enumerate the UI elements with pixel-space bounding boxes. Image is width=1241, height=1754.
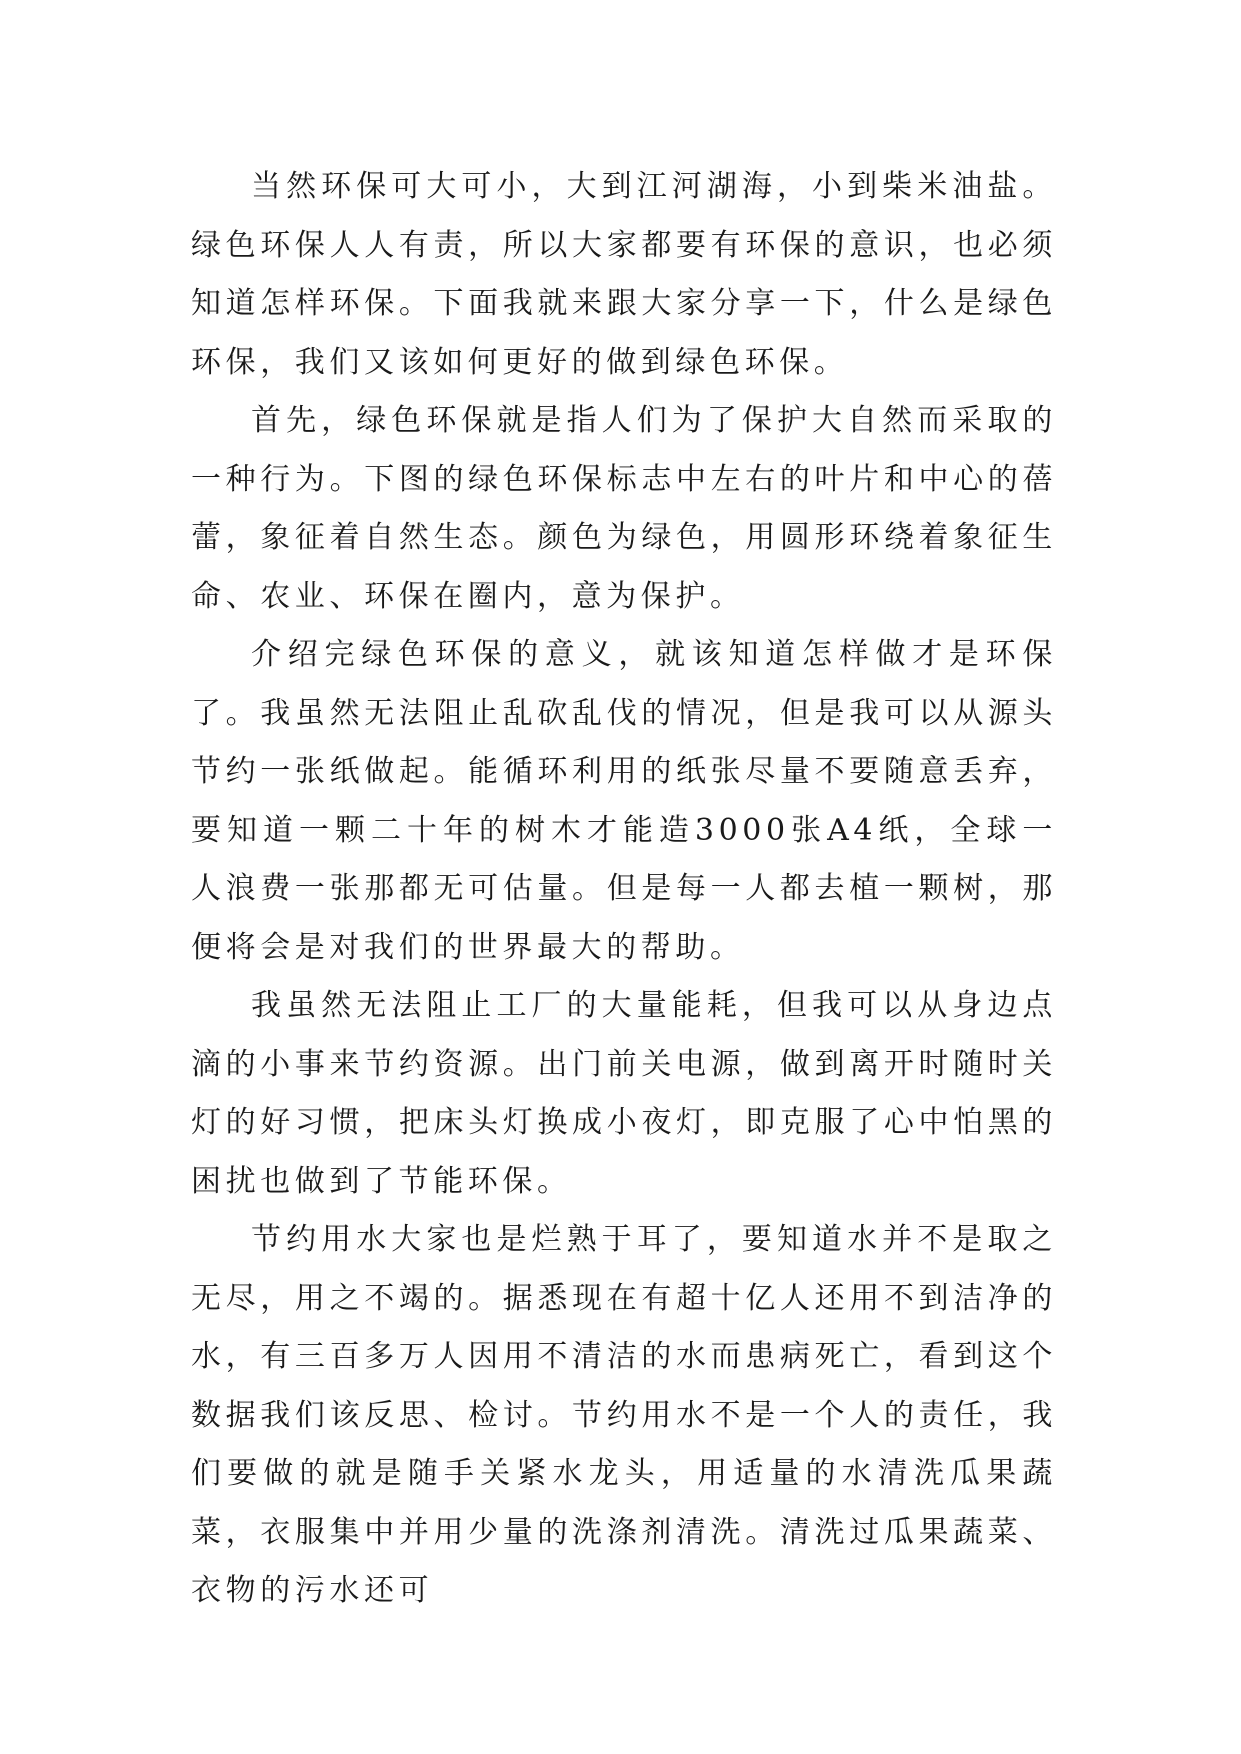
- paragraph-2: 首先，绿色环保就是指人们为了保护大自然而采取的一种行为。下图的绿色环保标志中左右的叶片和中心的蓓蕾，象征着自然生态。颜色为绿色，用圆形环绕着象征生命、农业、环保在圈内，意为保护。: [191, 403, 1057, 614]
- paragraph-1: 当然环保可大可小，大到江河湖海，小到柴米油盐。绿色环保人人有责，所以大家都要有环保的意识，也必须知道怎样环保。下面我就来跟大家分享一下，什么是绿色环保，我们又该如何更好的做到绿色环保。: [191, 169, 1057, 380]
- paragraph-4: 我虽然无法阻止工厂的大量能耗，但我可以从身边点滴的小事来节约资源。出门前关电源，做到离开时随时关灯的好习惯，把床头灯换成小夜灯，即克服了心中怕黑的困扰也做到了节能环保。: [191, 988, 1057, 1199]
- paragraph-5: 节约用水大家也是烂熟于耳了，要知道水并不是取之无尽，用之不竭的。据悉现在有超十亿人还用不到洁净的水，有三百多万人因用不清洁的水而患病死亡，看到这个数据我们该反思、检讨。节约用水不是一个人的责任，我们要做的就是随手关紧水龙头，用适量的水清洗瓜果蔬菜，衣服集中并用少量的洗涤剂清洗。清洗过瓜果蔬菜、衣物的污水还可: [191, 1222, 1057, 1608]
- document-body: [191, 158, 1057, 1621]
- paragraph-3: 介绍完绿色环保的意义，就该知道怎样做才是环保了。我虽然无法阻止乱砍乱伐的情况，但是我可以从源头节约一张纸做起。能循环利用的纸张尽量不要随意丢弃，要知道一颗二十年的树木才能造3000张A4纸，全球一人浪费一张那都无可估量。但是每一人都去植一颗树，那便将会是对我们的世界最大的帮助。: [191, 637, 1057, 965]
